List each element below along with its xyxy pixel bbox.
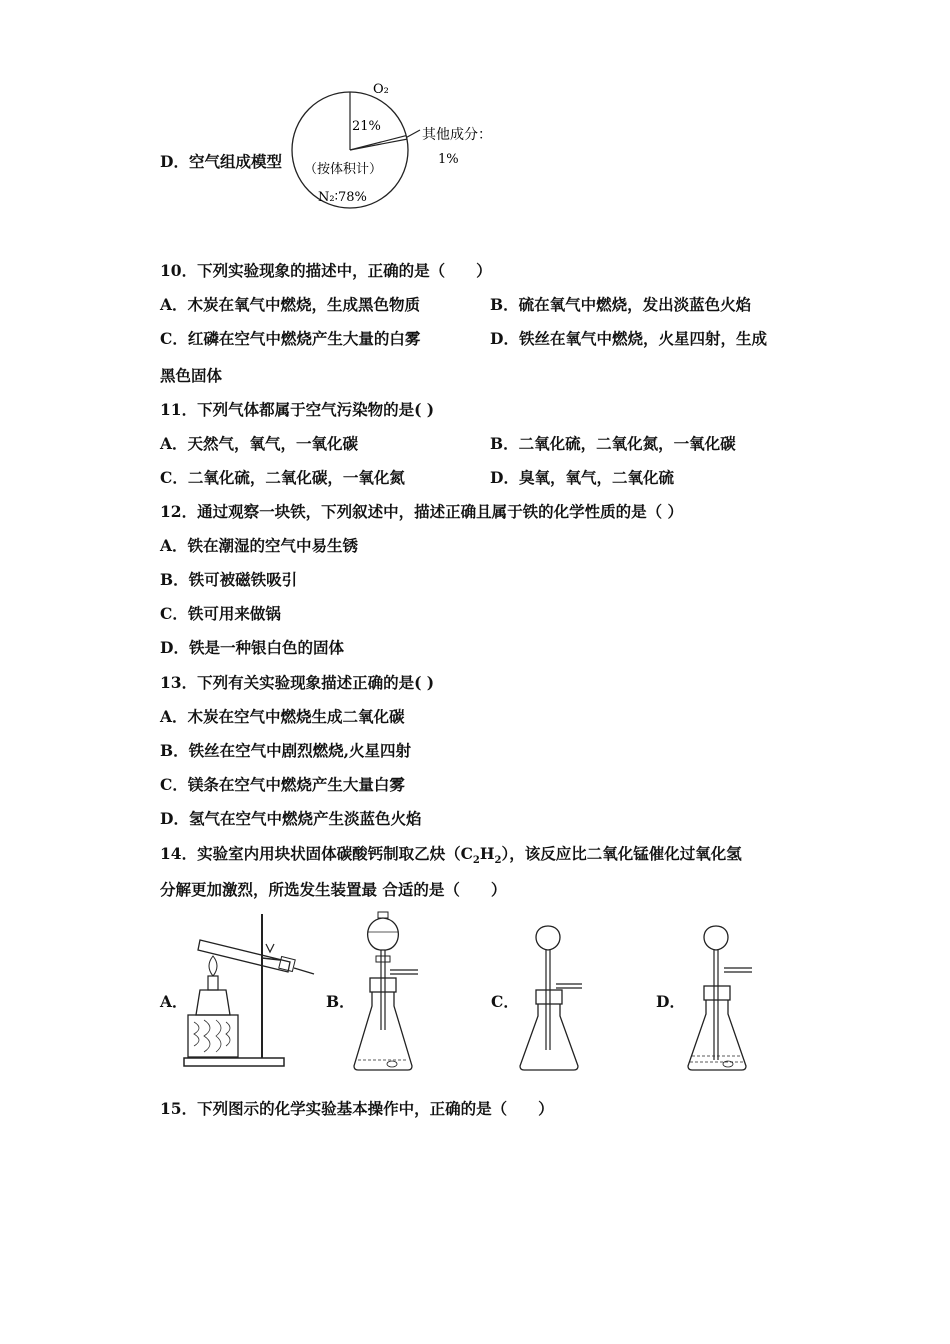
q11-option-a: A．天然气，氧气，一氧化碳 <box>160 434 359 453</box>
q14-stem-cont: 分解更加激烈，所选发生装置最 合适的是（ ） <box>160 880 507 899</box>
q14-option-c-label: C． <box>491 992 519 1011</box>
q12-stem: 12．通过观察一块铁，下列叙述中，描述正确且属于铁的化学性质的是（ ） <box>160 502 683 521</box>
q13-option-b: B．铁丝在空气中剧烈燃烧,火星四射 <box>160 741 411 760</box>
q12-option-d: D．铁是一种银白色的固体 <box>160 638 344 657</box>
q12-option-a: A．铁在潮湿的空气中易生锈 <box>160 536 359 555</box>
q10-option-d-cont: 黑色固体 <box>160 366 223 385</box>
apparatus-b-separatory-funnel <box>348 910 428 1080</box>
air-composition-pie <box>290 80 510 210</box>
q10-option-b: B．硫在氧气中燃烧，发出淡蓝色火焰 <box>490 295 752 314</box>
center-label: （按体积计） <box>304 162 383 177</box>
q12-option-c: C．铁可用来做锅 <box>160 604 281 623</box>
q13-option-c: C．镁条在空气中燃烧产生大量白雾 <box>160 775 405 794</box>
q14-option-b-label: B． <box>326 992 355 1011</box>
q10-stem: 10．下列实验现象的描述中，正确的是（ ） <box>160 261 492 280</box>
q13-stem: 13．下列有关实验现象描述正确的是( ) <box>160 673 435 692</box>
q9-option-d: D．空气组成模型 <box>160 152 282 171</box>
q14-stem: 14．实验室内用块状固体碳酸钙制取乙炔$(C_2H_2)$，该反应比二氧化锰催化过氧化氢 <box>160 844 742 867</box>
q11-option-d: D．臭氧，氧气，二氧化硫 <box>490 468 674 487</box>
o2-pct: 21% <box>352 119 381 134</box>
other-label: 其他成分： <box>422 127 492 143</box>
apparatus-d-long-neck-funnel-liquid <box>680 910 760 1080</box>
apparatus-c-long-neck-funnel <box>512 910 592 1080</box>
q14-option-a-label: A． <box>160 992 188 1011</box>
other-pct: 1% <box>438 152 459 167</box>
q10-option-a: A．木炭在氧气中燃烧，生成黑色物质 <box>160 295 421 314</box>
q10-option-c: C．红磷在空气中燃烧产生大量的白雾 <box>160 329 421 348</box>
q13-option-d: D．氢气在空气中燃烧产生淡蓝色火焰 <box>160 809 422 828</box>
q10-option-d: D．铁丝在氧气中燃烧，火星四射，生成 <box>490 329 767 348</box>
q12-option-b: B．铁可被磁铁吸引 <box>160 570 298 589</box>
q11-option-c: C．二氧化硫，二氧化碳，一氧化氮 <box>160 468 405 487</box>
q13-option-a: A．木炭在空气中燃烧生成二氧化碳 <box>160 707 405 726</box>
n2-label: N₂∶78% <box>318 190 367 205</box>
q11-stem: 11．下列气体都属于空气污染物的是( ) <box>160 400 435 419</box>
apparatus-a-heating-tube <box>180 910 320 1070</box>
q11-option-b: B．二氧化硫，二氧化氮，一氧化碳 <box>490 434 736 453</box>
q15-stem: 15．下列图示的化学实验基本操作中，正确的是（ ） <box>160 1099 554 1118</box>
q14-option-d-label: D． <box>656 992 685 1011</box>
o2-label: O₂ <box>373 82 389 97</box>
